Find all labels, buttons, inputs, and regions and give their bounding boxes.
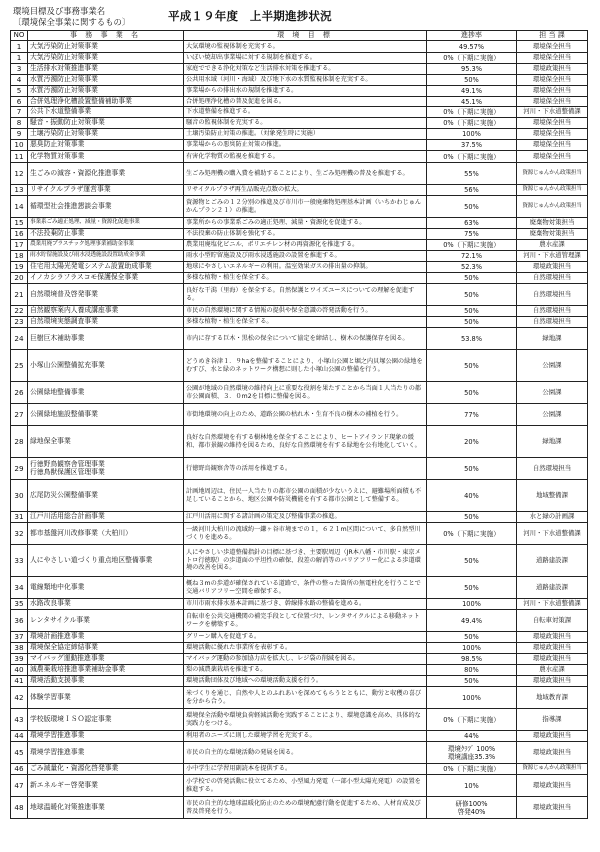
row-goal: 市川市雨水排水基本計画に基づき、幹線排水路の整備を進める。 xyxy=(184,599,427,610)
row-name: 公園緑地施設整備事業 xyxy=(28,404,184,426)
row-dept: 環境保全担当 xyxy=(517,97,588,107)
row-dept: 農水産課 xyxy=(517,665,588,676)
row-goal: グリーン購入を促進する。 xyxy=(184,632,427,643)
row-name: 減農薬栽培推進事業補助金事業 xyxy=(28,665,184,676)
row-goal: 利用者のニーズに則した環境学習を充実する。 xyxy=(184,731,427,742)
row-name: 新エネルギー啓発事業 xyxy=(28,775,184,797)
header-progress: 進捗率 xyxy=(427,31,517,41)
row-goal: 騒音の監視体制を充実する。 xyxy=(184,118,427,129)
row-dept: 環境保全担当 xyxy=(517,118,588,129)
row-name: 巨樹巨木補助事業 xyxy=(28,328,184,350)
row-dept: 自然環境担当 xyxy=(517,458,588,480)
row-no: 1 xyxy=(11,41,28,53)
row-progress: 20% xyxy=(427,426,517,458)
row-goal: 江戸川活用に関する諸計画の策定及び整備事業の推進。 xyxy=(184,512,427,523)
row-no: 35 xyxy=(11,599,28,610)
row-dept: 道路建設課 xyxy=(517,577,588,599)
row-dept: 資源じゅんかん政策担当 xyxy=(517,163,588,185)
row-progress: 45.1% xyxy=(427,97,517,107)
row-progress: 0%（下期に実施） xyxy=(427,240,517,251)
row-no: 44 xyxy=(11,731,28,742)
row-goal: いぼい焼却出事業場に対する規制を推進する。 xyxy=(184,53,427,64)
row-progress: 56% xyxy=(427,185,517,196)
row-dept: 河川・下水道整備課 xyxy=(517,107,588,118)
table-row xyxy=(11,577,588,599)
row-name: 自然環境実態調査事業 xyxy=(28,317,184,328)
table-row xyxy=(11,632,588,643)
row-no: 27 xyxy=(11,404,28,426)
row-dept: 自然環境担当 xyxy=(517,284,588,306)
row-name: イノカシラフラスコモ保護保全事業 xyxy=(28,273,184,284)
row-name: 水路改良事業 xyxy=(28,599,184,610)
document-subtitle xyxy=(13,6,130,28)
table-row xyxy=(11,284,588,306)
table-row xyxy=(11,196,588,218)
row-no: 23 xyxy=(11,317,28,328)
row-goal: 市街地環境の向上のため、道路公園の枯れ木・生育不良の樹木の補植を行う。 xyxy=(184,404,427,426)
row-progress: 49.1% xyxy=(427,86,517,97)
row-name: 自然観察案内人養成講座事業 xyxy=(28,306,184,317)
row-progress: 50% xyxy=(427,284,517,306)
row-no: 3 xyxy=(11,64,28,75)
row-goal: リサイクルプラザ再生品販売点数の拡大。 xyxy=(184,185,427,196)
row-progress: 52.3% xyxy=(427,262,517,273)
row-no: 46 xyxy=(11,764,28,775)
table-row xyxy=(11,151,588,163)
row-progress: 50% xyxy=(427,458,517,480)
row-no: 30 xyxy=(11,480,28,512)
row-dept: 水と緑の計画課 xyxy=(517,512,588,523)
row-goal: どうめき谷津１．９haを整備することにより、小塚山公園と堀之内貝塚公園の緑地をむすび、水と緑のネットワーク構想に則した小塚山公園の整備を行う。 xyxy=(184,350,427,382)
row-dept: 環境保全担当 xyxy=(517,129,588,140)
table-row xyxy=(11,764,588,775)
row-no: 5 xyxy=(11,86,28,97)
table-row xyxy=(11,775,588,797)
row-progress: 0%（下期に実施） xyxy=(427,764,517,775)
row-name: 大気汚染防止対策事業 xyxy=(28,41,184,53)
row-goal: 梨の減農薬栽培を推進する。 xyxy=(184,665,427,676)
table-row xyxy=(11,665,588,676)
row-name: 環境学習推進事業 xyxy=(28,742,184,764)
row-name: 小塚山公園整備拡充事業 xyxy=(28,350,184,382)
row-progress: 50% xyxy=(427,512,517,523)
row-progress: 77% xyxy=(427,404,517,426)
row-name: 環境学習推進事業 xyxy=(28,731,184,742)
table-row xyxy=(11,426,588,458)
row-goal: 事業場からの悪臭防止対策の推進。 xyxy=(184,140,427,151)
row-dept: 河川・下水道管理課 xyxy=(517,251,588,262)
row-name: 農業用廃プラスチック処理事業補助金事業 xyxy=(28,240,184,251)
row-goal: 環境活動団体及び地域への環境活動支援を行う。 xyxy=(184,676,427,687)
row-progress: 0%（下期に実施） xyxy=(427,523,517,545)
row-progress: 50% xyxy=(427,317,517,328)
row-goal: 良好な干潟（里海）を保全する。自然保護とワイズユースについての理解を促進する。 xyxy=(184,284,427,306)
table-row xyxy=(11,654,588,665)
row-progress: 100% xyxy=(427,643,517,654)
row-name: 江戸川活用総合計画事業 xyxy=(28,512,184,523)
table-row xyxy=(11,731,588,742)
row-name: 学校版環境ＩＳＯ認定事業 xyxy=(28,709,184,731)
row-progress: 53.8% xyxy=(427,328,517,350)
row-dept: 資源じゅんかん政策担当 xyxy=(517,185,588,196)
table-row xyxy=(11,599,588,610)
row-name: 大気汚染防止対策事業 xyxy=(28,53,184,64)
row-goal: 一級河川大柏川の流域約一鎌ヶ谷市境までの１，６２１m区間について、多自然型川づくりを進める。 xyxy=(184,523,427,545)
row-goal: 農業用廃塩化ビニル、ポリエチレン材の再資源化を推進する。 xyxy=(184,240,427,251)
row-no: 42 xyxy=(11,687,28,709)
row-dept: 公園課 xyxy=(517,382,588,404)
table-row xyxy=(11,75,588,86)
row-no: 15 xyxy=(11,218,28,229)
row-goal: 下水道整備を推進する。 xyxy=(184,107,427,118)
row-no: 6 xyxy=(11,97,28,107)
row-no: 12 xyxy=(11,163,28,185)
row-name: 電線類地中化事業 xyxy=(28,577,184,599)
row-dept: 環境政策担当 xyxy=(517,632,588,643)
table-row xyxy=(11,306,588,317)
row-goal: 市内に存する巨木・黒松の保全について協定を締結し、樹木の保護保存を図る。 xyxy=(184,328,427,350)
row-name: 体験学習事業 xyxy=(28,687,184,709)
table-row xyxy=(11,97,588,107)
row-name: 生ごみの減容・資源化推進事業 xyxy=(28,163,184,185)
row-name: 水質汚濁防止対策事業 xyxy=(28,75,184,86)
row-progress: 0%（下期に実施） xyxy=(427,151,517,163)
row-no: 34 xyxy=(11,577,28,599)
row-name: マイバッグ運動推進事業 xyxy=(28,654,184,665)
row-no: 10 xyxy=(11,140,28,151)
row-no: 21 xyxy=(11,284,28,306)
table-row xyxy=(11,610,588,632)
row-dept: 環境政策担当 xyxy=(517,742,588,764)
row-goal: 事業場からの排出水の規制を推進する。 xyxy=(184,86,427,97)
row-dept: 河川・下水道整備課 xyxy=(517,599,588,610)
row-goal: マイバッグ運動の参加協力店を拡大し、レジ袋の削減を図る。 xyxy=(184,654,427,665)
row-name: 雨水貯留施設及び雨水浸透施設設置助成金事業 xyxy=(28,251,184,262)
table-row xyxy=(11,229,588,240)
row-goal: 概ね３mの歩道が確保されている道路で、条件の整った箇所の無電柱化を行うことで交通バリアフリー空間を確保する。 xyxy=(184,577,427,599)
row-dept: 環境保全担当 xyxy=(517,75,588,86)
row-no: 20 xyxy=(11,273,28,284)
row-progress: 80% xyxy=(427,665,517,676)
table-row xyxy=(11,545,588,577)
table-row xyxy=(11,240,588,251)
table-row xyxy=(11,512,588,523)
table-row xyxy=(11,129,588,140)
row-name: 環境計画推進事業 xyxy=(28,632,184,643)
row-dept: 環境保全担当 xyxy=(517,86,588,97)
row-dept: 環境政策担当 xyxy=(517,64,588,75)
row-goal: 有害化学物質の監視を推進する。 xyxy=(184,151,427,163)
row-name: 水質汚濁防止対策事業 xyxy=(28,86,184,97)
row-progress: 37.5% xyxy=(427,140,517,151)
row-progress: 49.57% xyxy=(427,41,517,53)
row-no: 36 xyxy=(11,610,28,632)
row-name: 生活排水対策推進事業 xyxy=(28,64,184,75)
row-dept: 環境政策担当 xyxy=(517,676,588,687)
table-row xyxy=(11,523,588,545)
row-name: 土壌汚染防止対策事業 xyxy=(28,129,184,140)
row-goal: 合併処理浄化槽の普及促進を図る。 xyxy=(184,97,427,107)
row-dept: 自然環境担当 xyxy=(517,306,588,317)
row-progress: 研修100% 啓発40% xyxy=(427,797,517,819)
row-dept: 環境政策担当 xyxy=(517,654,588,665)
row-name: 公園緑地整備事業 xyxy=(28,382,184,404)
row-name: ごみ減量化・資源化啓発事業 xyxy=(28,764,184,775)
row-goal: 環境活動に優れた事業所を表彰する。 xyxy=(184,643,427,654)
row-progress: 49.4% xyxy=(427,610,517,632)
subtitle-line-2: 〔環境保全事業に関するもの〕 xyxy=(13,17,131,27)
row-no: 26 xyxy=(11,382,28,404)
row-progress: 72.1% xyxy=(427,251,517,262)
row-progress: 98.5% xyxy=(427,654,517,665)
row-progress: 50% xyxy=(427,676,517,687)
row-dept: 環境政策担当 xyxy=(517,643,588,654)
progress-table xyxy=(10,30,588,819)
row-name: 緑地保全事業 xyxy=(28,426,184,458)
row-progress: 10% xyxy=(427,775,517,797)
row-progress: 44% xyxy=(427,731,517,742)
row-goal: 事業所からの事業系ごみの適正処理、減量・資源化を促進する。 xyxy=(184,218,427,229)
row-name: 合併処理浄化槽設置整備補助事業 xyxy=(28,97,184,107)
subtitle-line-1: 環境目標及び事務事業名 xyxy=(13,6,106,16)
row-progress: 0%（下期に実施） xyxy=(427,53,517,64)
table-row xyxy=(11,273,588,284)
row-name: リサイクルプラザ運営事業 xyxy=(28,185,184,196)
row-name: 事業系ごみ適正処理、減量・資源化促進事業 xyxy=(28,218,184,229)
row-no: 33 xyxy=(11,545,28,577)
row-progress: 50% xyxy=(427,306,517,317)
header-no: NO xyxy=(11,31,28,41)
table-row xyxy=(11,118,588,129)
row-no: 13 xyxy=(11,185,28,196)
row-dept: 緑地課 xyxy=(517,328,588,350)
row-dept: 指導課 xyxy=(517,709,588,731)
table-row xyxy=(11,218,588,229)
row-dept: 農水産課 xyxy=(517,240,588,251)
row-goal: 自転車を公共交通機関の補完手段として位置づけ、レンタサイクルによる移動ネットワークを構築する。 xyxy=(184,610,427,632)
row-progress: 50% xyxy=(427,196,517,218)
row-dept: 環境政策担当 xyxy=(517,262,588,273)
row-progress: 75% xyxy=(427,229,517,240)
row-no: 31 xyxy=(11,512,28,523)
row-dept: 環境保全担当 xyxy=(517,41,588,53)
row-dept: 自然環境担当 xyxy=(517,273,588,284)
row-dept: 緑地課 xyxy=(517,426,588,458)
row-no: 38 xyxy=(11,643,28,654)
row-progress: 63% xyxy=(427,218,517,229)
row-goal: 小学校での啓発活動に役立てるため、小型風力発電（一部小型太陽光発電）の設置を推進する。 xyxy=(184,775,427,797)
row-name: 悪臭防止対策事業 xyxy=(28,140,184,151)
row-progress: 40% xyxy=(427,480,517,512)
row-progress: 50% xyxy=(427,577,517,599)
row-progress: 0%（下期に実施） xyxy=(427,118,517,129)
row-dept: 廃棄物対策担当 xyxy=(517,229,588,240)
table-row xyxy=(11,262,588,273)
row-name: 環境保全協定締結事業 xyxy=(28,643,184,654)
row-name: 地球温暖化対策推進事業 xyxy=(28,797,184,819)
row-progress: 0%（下期に実施） xyxy=(427,709,517,731)
row-name: 環境活動支援事業 xyxy=(28,676,184,687)
row-goal: 多様な植物・植生を保全する。 xyxy=(184,317,427,328)
row-dept: 資源じゅんかん政策担当 xyxy=(517,764,588,775)
row-no: 45 xyxy=(11,742,28,764)
row-dept: 環境政策担当 xyxy=(517,731,588,742)
row-goal: 多様な植物・植生を保全する。 xyxy=(184,273,427,284)
table-row xyxy=(11,185,588,196)
row-goal: 市民の自主的な地球温暖化防止のための環境配慮行動を促進するため、人材育成及び普及啓発を行う。 xyxy=(184,797,427,819)
row-progress: 50% xyxy=(427,273,517,284)
row-dept: 環境保全担当 xyxy=(517,53,588,64)
row-goal: 資源物とごみの１２分別の推進及び市川市一般廃棄物処理基本計画（いちかわじゅんかんプラン２１）の推進。 xyxy=(184,196,427,218)
row-no: 9 xyxy=(11,129,28,140)
row-goal: 家庭でできる浄化対策など生活排水対策を推進する。 xyxy=(184,64,427,75)
row-progress: 50% xyxy=(427,382,517,404)
row-goal: 計画地周辺は、住民一人当たりの都市公園の面積が少ないうえに、避難場所面積も不足していることから、地区公園や防災機能を有する都市公園として整備する。 xyxy=(184,480,427,512)
table-row xyxy=(11,328,588,350)
row-dept: 環境政策担当 xyxy=(517,775,588,797)
table-row xyxy=(11,317,588,328)
row-goal: 小中学生に学習用副読本を提供する。 xyxy=(184,764,427,775)
row-progress: 50% xyxy=(427,632,517,643)
row-goal: 不法投棄の防止体制を強化する。 xyxy=(184,229,427,240)
row-no: 41 xyxy=(11,676,28,687)
document-title: 平成１９年度 上半期進捗状況 xyxy=(168,9,332,23)
header-dept: 担 当 課 xyxy=(517,31,588,41)
row-no: 7 xyxy=(11,107,28,118)
row-goal: 良好な自然環境を有する樹林地を保全することにより、ヒートアイランド現象の緩和、都市景観の維持を図るため、良好な自然環境を有する緑地を公有地化していく。 xyxy=(184,426,427,458)
row-no: 25 xyxy=(11,350,28,382)
row-dept: 廃棄物対策担当 xyxy=(517,218,588,229)
row-no: 47 xyxy=(11,775,28,797)
table-row xyxy=(11,404,588,426)
row-name: 公共下水道整備事業 xyxy=(28,107,184,118)
row-goal: 大気環境の監視体制を充実する。 xyxy=(184,41,427,53)
table-row xyxy=(11,480,588,512)
table-row xyxy=(11,251,588,262)
header-goal: 環 境 目 標 xyxy=(184,31,427,41)
row-no: 24 xyxy=(11,328,28,350)
row-dept: 自然環境担当 xyxy=(517,317,588,328)
row-name: 行徳野鳥観察舎管理事業 行徳鳥獣保護区管理事業 xyxy=(28,458,184,480)
row-no: 16 xyxy=(11,229,28,240)
table-row xyxy=(11,797,588,819)
row-dept: 道路建設課 xyxy=(517,545,588,577)
row-dept: 環境政策担当 xyxy=(517,797,588,819)
row-no: 8 xyxy=(11,118,28,129)
row-no: 17 xyxy=(11,240,28,251)
row-name: 広尾防災公園整備事業 xyxy=(28,480,184,512)
table-row xyxy=(11,458,588,480)
row-no: 32 xyxy=(11,523,28,545)
row-no: 48 xyxy=(11,797,28,819)
table-row xyxy=(11,41,588,53)
row-progress: 0%（下期に実施） xyxy=(427,107,517,118)
row-name: レンタサイクル事業 xyxy=(28,610,184,632)
row-progress: 100% xyxy=(427,129,517,140)
table-row xyxy=(11,86,588,97)
row-dept: 資源じゅんかん政策担当 xyxy=(517,196,588,218)
row-name: 人にやさしい道づくり重点地区整備事業 xyxy=(28,545,184,577)
table-row xyxy=(11,709,588,731)
row-no: 29 xyxy=(11,458,28,480)
row-dept: 河川・下水道整備課 xyxy=(517,523,588,545)
row-dept: 公園課 xyxy=(517,350,588,382)
row-no: 43 xyxy=(11,709,28,731)
row-dept: 地域教育課 xyxy=(517,687,588,709)
table-row xyxy=(11,53,588,64)
row-goal: 人にやさしい歩道整備指針の目標に基づき、主要駅周辺（JR本八幡・市川駅・東京メトロ行徳駅）の歩道面の平坦性の確保、段差の解消等のバリアフリー化による歩道環境の改善を図る。 xyxy=(184,545,427,577)
row-goal: 米づくりを通じ、自然や人とのふれあいを深めてもらうとともに、動労と収穫の喜びを分から合う。 xyxy=(184,687,427,709)
row-progress: 100% xyxy=(427,599,517,610)
row-no: 37 xyxy=(11,632,28,643)
row-goal: 土壌汚染防止対策の推進。（対象発生時に実施） xyxy=(184,129,427,140)
row-no: 18 xyxy=(11,251,28,262)
row-name: 不法投棄防止事業 xyxy=(28,229,184,240)
table-row xyxy=(11,382,588,404)
table-row xyxy=(11,140,588,151)
table-header-row xyxy=(11,31,588,41)
row-goal: 行徳野鳥観察舎等の活用を推進する。 xyxy=(184,458,427,480)
table-row xyxy=(11,687,588,709)
row-no: 11 xyxy=(11,151,28,163)
row-progress: 環境ｸﾗﾌﾞ 100% 環境講座35.3% xyxy=(427,742,517,764)
row-progress: 50% xyxy=(427,75,517,86)
row-progress: 50% xyxy=(427,350,517,382)
table-row xyxy=(11,107,588,118)
row-dept: 環境保全担当 xyxy=(517,140,588,151)
table-row xyxy=(11,742,588,764)
row-no: 22 xyxy=(11,306,28,317)
row-no: 39 xyxy=(11,654,28,665)
table-row xyxy=(11,64,588,75)
table-row xyxy=(11,163,588,185)
header-name: 事 務 事 業 名 xyxy=(28,31,184,41)
row-no: 19 xyxy=(11,262,28,273)
row-progress: 100% xyxy=(427,687,517,709)
row-goal: 市民の自主的な環境活動の発展を図る。 xyxy=(184,742,427,764)
row-progress: 95.3% xyxy=(427,64,517,75)
row-goal: 市民の自然環境に関する情報の提供や保全意識の啓発活動を行う。 xyxy=(184,306,427,317)
row-goal: 雨水小型貯留施設及び雨水浸透施設の設置を推進する。 xyxy=(184,251,427,262)
row-goal: 公共用水域（河川・海域）及び地下水の水質監視体制を充実する。 xyxy=(184,75,427,86)
row-goal: 公園が地域の自然環境の維持向上に重要な役割を果たすことから当面１人当たりの都市公園面積、３．０m2を目標に整備を図る。 xyxy=(184,382,427,404)
row-name: 化学物質対策事業 xyxy=(28,151,184,163)
row-progress: 50% xyxy=(427,545,517,577)
row-progress: 55% xyxy=(427,163,517,185)
table-row xyxy=(11,643,588,654)
row-no: 28 xyxy=(11,426,28,458)
row-goal: 地球にやさしいエネルギーの利用。温室効果ガスの排出量の抑制。 xyxy=(184,262,427,273)
row-dept: 地域整備課 xyxy=(517,480,588,512)
row-name: 循環型社会推進懇談会事業 xyxy=(28,196,184,218)
row-goal: 生ごみ処理機の購入費を補助することにより、生ごみ処理機の普及を推進する。 xyxy=(184,163,427,185)
row-name: 都市基盤河川改修事業（大柏川） xyxy=(28,523,184,545)
row-name: 自然環境普及啓発事業 xyxy=(28,284,184,306)
row-no: 14 xyxy=(11,196,28,218)
row-name: 騒音・振動防止対策事業 xyxy=(28,118,184,129)
row-no: 1 xyxy=(11,53,28,64)
row-dept: 自転車対策課 xyxy=(517,610,588,632)
table-row xyxy=(11,676,588,687)
row-goal: 環境保全活動や環境負荷軽減活動を実践することにより、環境意識を高め、具体的な実践力をつける。 xyxy=(184,709,427,731)
row-dept: 公園課 xyxy=(517,404,588,426)
row-no: 4 xyxy=(11,75,28,86)
table-row xyxy=(11,350,588,382)
row-name: 住宅用太陽光発電システム設置助成事業 xyxy=(28,262,184,273)
row-dept: 環境保全担当 xyxy=(517,151,588,163)
row-no: 40 xyxy=(11,665,28,676)
